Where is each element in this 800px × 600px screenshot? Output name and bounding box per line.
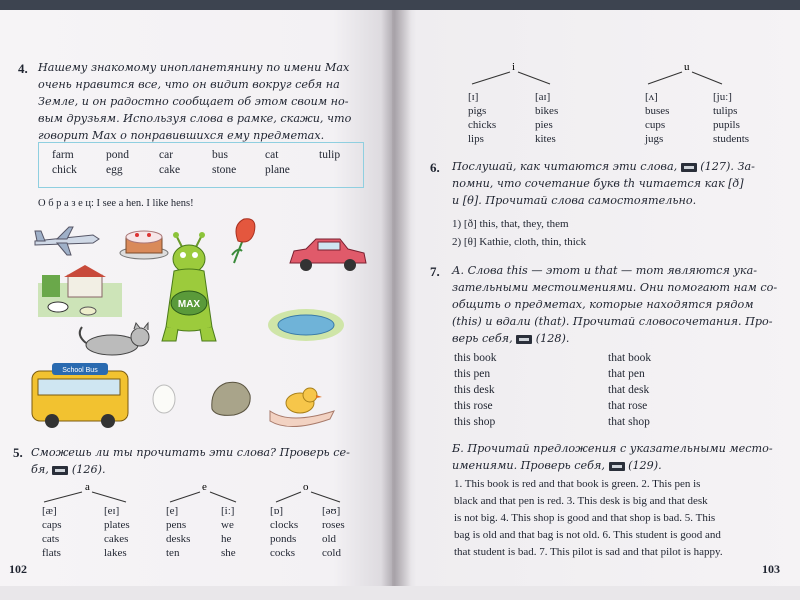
word: cats: [42, 533, 60, 545]
this-list: [454, 352, 497, 432]
pond-icon: [268, 309, 344, 341]
word: caps: [42, 519, 62, 531]
word-box-item: car: [159, 149, 174, 161]
ex7b-line: имениями. Проверь себя, (129).: [452, 459, 662, 472]
word: cakes: [104, 533, 129, 545]
word-box-item: stone: [212, 164, 237, 176]
word: pupils: [713, 119, 740, 131]
word-box-item: cake: [159, 164, 181, 176]
word-box-item: cat: [265, 149, 279, 161]
ex7-line: верь себя, (128).: [452, 332, 570, 345]
airplane-icon: [35, 227, 99, 255]
ex5-line: бя, (126).: [31, 463, 106, 476]
sound-column: [221, 504, 236, 560]
sentence-line: is not big. 4. This shop is good and that shop is bad. 5. This: [454, 512, 716, 524]
exercise-5-number: 5.: [13, 445, 23, 460]
bus-label: School Bus: [62, 367, 98, 374]
that-item: that book: [608, 352, 652, 364]
page-number-left: 102: [9, 562, 27, 576]
word-box-item: bus: [212, 149, 228, 161]
exercise-4-instructions: [38, 59, 373, 144]
word-box-item: plane: [265, 164, 290, 176]
vowel-a: a: [85, 481, 90, 493]
exercise-4-number: 4.: [18, 61, 28, 76]
audio-icon: [516, 335, 532, 344]
sound-label: [ʌ]: [645, 91, 658, 103]
word: lakes: [104, 547, 127, 559]
tulip-icon: [232, 219, 255, 263]
word: ponds: [270, 533, 297, 545]
ex7-line: зательными местоимениями. Они помогают нам со-: [452, 281, 778, 294]
sound-column: [104, 504, 130, 560]
sound-column: [645, 90, 669, 146]
word: cups: [645, 119, 666, 131]
ex4-line: очень нравится все, что он видит вокруг себя на: [38, 78, 340, 91]
sound-label: [əʊ]: [322, 505, 341, 517]
word-box-item: egg: [106, 164, 123, 176]
stone-icon: [212, 382, 250, 415]
word: pens: [166, 519, 187, 531]
bottom-edge: [0, 586, 800, 600]
word-box-item: tulip: [319, 149, 341, 161]
egg-icon: [153, 385, 175, 413]
sentence-line: bag is old and that bag is not old. 6. This student is good and: [454, 529, 721, 541]
chick-icon: [270, 388, 334, 427]
exercise-7b-instructions: [452, 440, 792, 474]
sentence-line: black and that pen is red. 3. This desk is big and that desk: [454, 495, 708, 507]
left-page: [0, 10, 392, 592]
ex4-line: Нашему знакомому инопланетянину по имени Max: [38, 61, 350, 74]
word: chicks: [468, 119, 497, 131]
word: desks: [166, 533, 191, 545]
word: tulips: [713, 105, 738, 117]
word: pigs: [468, 105, 487, 117]
cat-icon: [80, 323, 149, 355]
audio-icon: [681, 163, 697, 172]
vowel-u: u: [684, 61, 690, 73]
sentence-line: 1. This book is red and that book is green. 2. This pen is: [454, 478, 701, 490]
right-page: [392, 10, 800, 592]
sound-label: [æ]: [42, 505, 57, 517]
word: lips: [468, 133, 484, 145]
word: cocks: [270, 547, 296, 559]
word: cold: [322, 547, 341, 559]
ex7-line: (this) и вдали (that). Прочитай словосочетания. Про-: [452, 315, 773, 328]
word: roses: [322, 519, 345, 531]
ex6-line: Послушай, как читаются эти слова, (127). За-: [452, 160, 755, 173]
sound-label: [e]: [166, 505, 179, 517]
car-icon: [290, 239, 366, 271]
exercise-7-number: 7.: [430, 264, 440, 279]
this-item: this book: [454, 352, 497, 364]
sound-column: [322, 504, 345, 560]
ex6-item: 2) [θ] Kathie, cloth, thin, thick: [452, 236, 587, 248]
this-item: this rose: [454, 400, 493, 412]
that-item: that shop: [608, 416, 650, 428]
farm-icon: [38, 265, 122, 317]
exercise-6-instructions: [452, 158, 792, 209]
ex5-vowel-tree: [30, 480, 370, 506]
sentence-line: that student is bad. 7. This pilot is sad and that pilot is happy.: [454, 546, 723, 558]
ex7b-line: Б. Прочитай предложения с указательными место-: [452, 442, 773, 455]
illustrations: [30, 215, 375, 435]
word: students: [713, 133, 750, 145]
cake-icon: [120, 231, 168, 259]
page-number-right: 103: [762, 562, 780, 576]
sound-label: [aɪ]: [535, 91, 551, 103]
that-list: [608, 352, 651, 432]
alien-max-icon: [162, 232, 216, 341]
sound-column: [468, 90, 496, 146]
word-box-item: farm: [52, 149, 74, 161]
word: he: [221, 533, 232, 545]
word: jugs: [645, 133, 664, 145]
that-item: that pen: [608, 368, 645, 380]
sample-label: О б р а з е ц: I see a hen. I like hens!: [38, 198, 194, 209]
sound-label: [ɒ]: [270, 505, 284, 517]
max-label: MAX: [177, 299, 201, 310]
word: clocks: [270, 519, 299, 531]
that-item: that desk: [608, 384, 650, 396]
this-item: this pen: [454, 368, 491, 380]
sound-label: [iː]: [221, 505, 235, 517]
book-gutter: [381, 10, 411, 592]
word: buses: [645, 105, 670, 117]
ex6-line: и [θ]. Прочитай слова самостоятельно.: [452, 194, 697, 207]
ex7-line: А. Слова this — этот и that — тот являются ука-: [452, 264, 758, 277]
sound-column: [535, 90, 558, 146]
school-bus-icon: [32, 363, 128, 428]
ex6-line: помни, что сочетание букв th читается как [ð]: [452, 177, 744, 190]
ex7-line: общить о предметах, которые находятся рядом: [452, 298, 754, 311]
sound-column: [270, 504, 298, 560]
ex6-item: 1) [ð] this, that, they, them: [452, 218, 569, 230]
ex4-line: говорит Max о понравившихся ему предметах.: [38, 129, 325, 142]
word-box: [38, 142, 364, 188]
word: pies: [535, 119, 553, 131]
this-item: this shop: [454, 416, 496, 428]
ex4-line: вым друзьям. Используя слова в рамке, скажи, что: [38, 112, 352, 125]
exercise-7b-sentences: [454, 476, 794, 561]
word-box-item: chick: [52, 164, 77, 176]
vowel-o: o: [303, 481, 309, 493]
vowel-e: e: [202, 481, 207, 493]
ex4-line: Земле, и он радостно сообщает об этом своим но-: [38, 95, 349, 108]
audio-icon: [609, 462, 625, 471]
word: ten: [166, 547, 180, 559]
word: kites: [535, 133, 556, 145]
ex6-items: [452, 215, 586, 251]
vowel-tree-top: [452, 60, 742, 86]
audio-icon: [52, 466, 68, 475]
exercise-6-number: 6.: [430, 160, 440, 175]
exercise-5-instructions: [31, 444, 371, 478]
sound-column: [166, 504, 190, 560]
vowel-i: i: [512, 61, 516, 73]
ex5-line: Сможешь ли ты прочитать эти слова? Проверь се-: [31, 446, 350, 459]
word-box-item: pond: [106, 149, 129, 161]
sound-column: [713, 90, 749, 146]
exercise-7-instructions: [452, 262, 792, 347]
word: she: [221, 547, 236, 559]
this-item: this desk: [454, 384, 495, 396]
word: we: [221, 519, 234, 531]
sound-label: [ɪ]: [468, 91, 479, 103]
word: old: [322, 533, 337, 545]
sound-column: [42, 504, 62, 560]
word: bikes: [535, 105, 559, 117]
word: flats: [42, 547, 61, 559]
sound-label: [juː]: [713, 91, 732, 103]
that-item: that rose: [608, 400, 648, 412]
top-dark-bar: [0, 0, 800, 10]
word: plates: [104, 519, 130, 531]
sound-label: [eɪ]: [104, 505, 120, 517]
